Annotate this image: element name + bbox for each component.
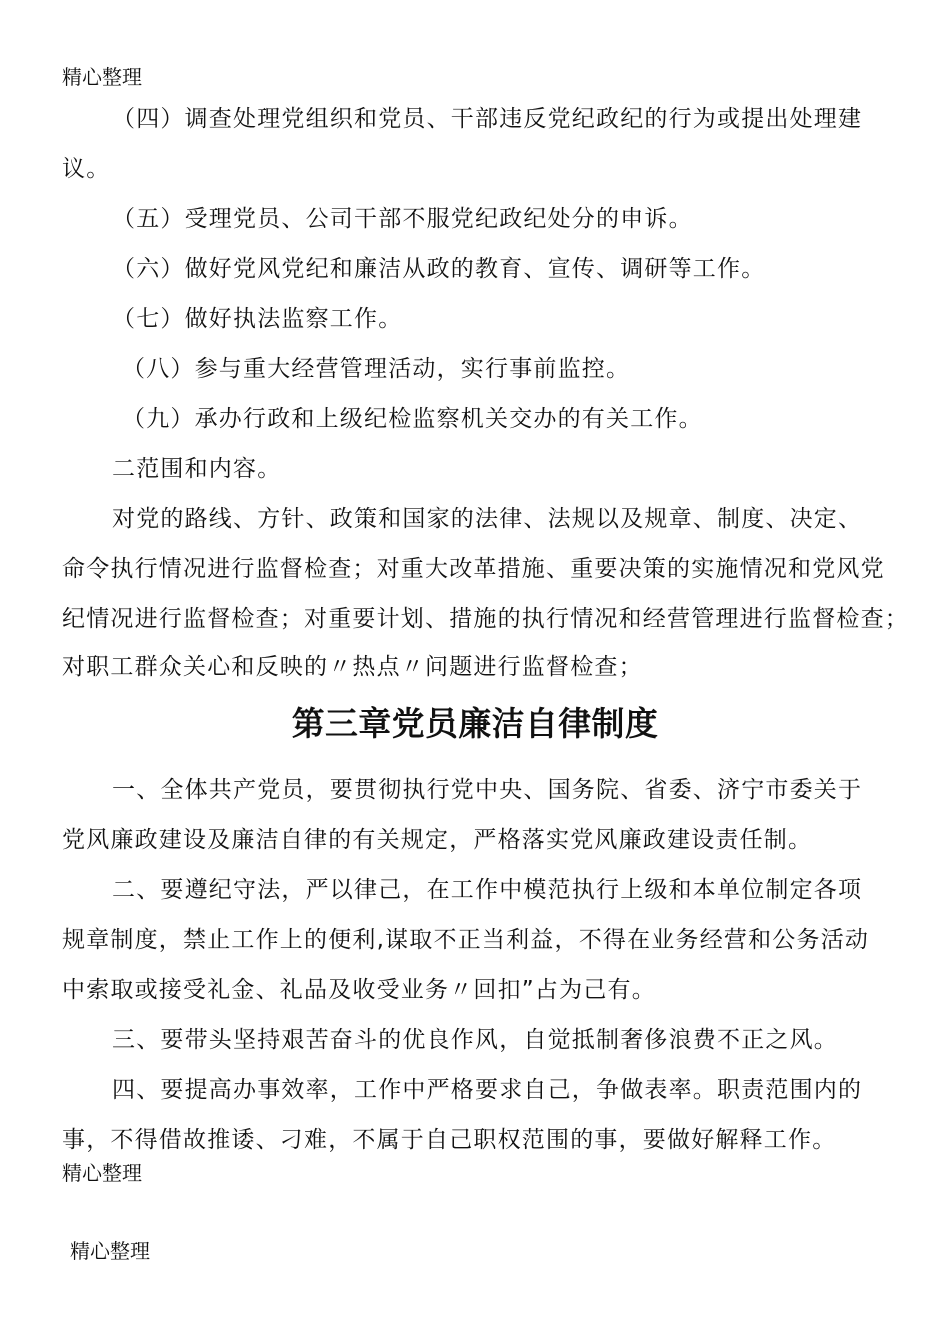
paragraph-line: 对职工群众关心和反映的〃热点〃问题进行监督检查； — [62, 654, 643, 680]
page-footer: 精心整理 — [62, 1161, 142, 1185]
paragraph-line: （六）做好党风党纪和廉洁从政的教育、宣传、调研等工作。 — [112, 256, 766, 282]
paragraph-line: （八）参与重大经营管理活动，实行事前监控。 — [122, 356, 631, 382]
paragraph-line: 一、全体共产党员，要贯彻执行党中央、国务院、省委、济宁市委关于 — [112, 777, 863, 803]
paragraph-line: 议。 — [62, 156, 111, 182]
paragraph-line: （四）调查处理党组织和党员、干部违反党纪政纪的行为或提出处理建 — [112, 106, 863, 132]
paragraph-line: 四、要提高办事效率，工作中严格要求自己，争做表率。职责范围内的 — [112, 1077, 863, 1103]
paragraph-line: 纪情况进行监督检查；对重要计划、措施的执行情况和经营管理进行监督检查； — [62, 606, 909, 632]
paragraph-line: 事，不得借故推诿、刁难，不属于自己职权范围的事，要做好解释工作。 — [62, 1127, 837, 1153]
paragraph-line: （五）受理党员、公司干部不服党纪政纪处分的申诉。 — [112, 206, 693, 232]
paragraph-line: 规章制度，禁止工作上的便利,谋取不正当利益，不得在业务经营和公务活动 — [62, 927, 870, 953]
page-header: 精心整理 — [62, 65, 142, 89]
paragraph-line: 党风廉政建设及廉洁自律的有关规定，严格落实党风廉政建设责任制。 — [62, 827, 813, 853]
paragraph-line: 对党的路线、方针、政策和国家的法律、法规以及规章、制度、决定、 — [112, 506, 863, 532]
paragraph-line: 二范围和内容。 — [112, 456, 282, 482]
paragraph-line: 中索取或接受礼金、礼品及收受业务〃回扣”占为己有。 — [62, 977, 656, 1003]
paragraph-line: 三、要带头坚持艰苦奋斗的优良作风，自觉抵制奢侈浪费不正之风。 — [112, 1027, 838, 1053]
paragraph-line: 命令执行情况进行监督检查；对重大改革措施、重要决策的实施情况和党风党 — [62, 556, 885, 582]
paragraph-line: （九）承办行政和上级纪检监察机关交办的有关工作。 — [122, 406, 703, 432]
chapter-title: 第三章党员廉洁自律制度 — [291, 704, 659, 743]
paragraph-line: （七）做好执法监察工作。 — [112, 306, 403, 332]
next-page-header: 精心整理 — [70, 1239, 150, 1263]
paragraph-line: 二、要遵纪守法，严以律己，在工作中模范执行上级和本单位制定各项 — [112, 877, 863, 903]
